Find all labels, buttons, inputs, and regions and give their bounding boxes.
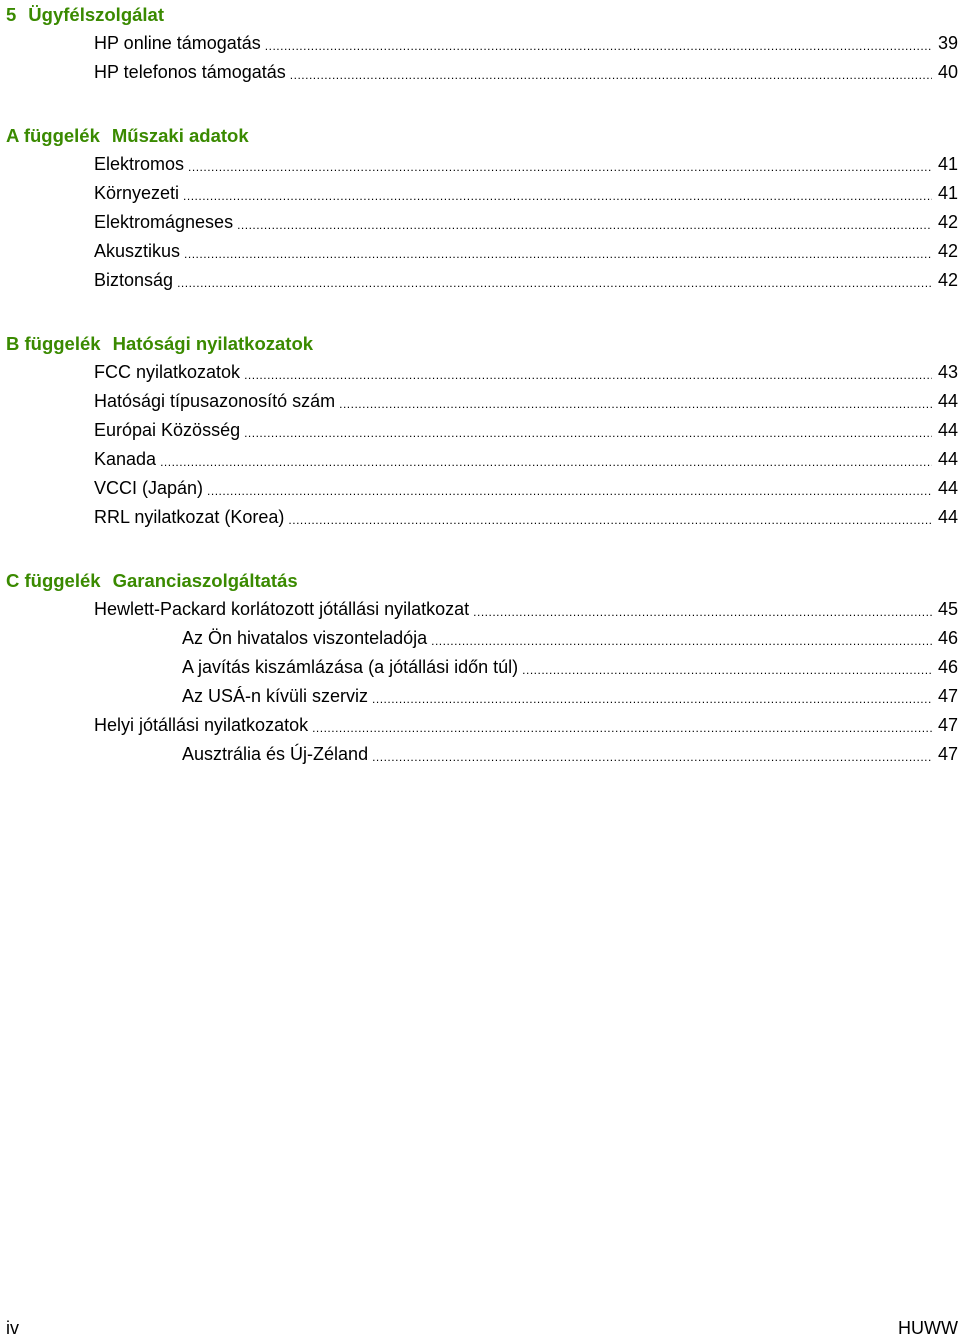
toc-entry[interactable]: [0, 58, 960, 87]
toc-entry[interactable]: [0, 266, 960, 295]
dot-leader: [290, 64, 932, 87]
toc-entry-page: 42: [937, 212, 958, 232]
toc-entry-title: Az Ön hivatalos viszonteladója: [182, 628, 428, 648]
toc-entry[interactable]: [0, 150, 960, 179]
toc-entry-page: 45: [937, 599, 958, 619]
toc-entry-page: 44: [937, 391, 958, 411]
dot-leader: [288, 509, 932, 532]
toc-section-appendix-c: [0, 566, 960, 769]
section-title: Ügyfélszolgálat: [28, 4, 164, 25]
toc-entry-page: 46: [937, 628, 958, 648]
dot-leader: [265, 35, 932, 58]
dot-leader: [160, 451, 932, 474]
toc-entry[interactable]: [0, 445, 960, 474]
dot-leader: [207, 480, 932, 503]
section-title: Garanciaszolgáltatás: [112, 570, 298, 591]
toc-entry[interactable]: [0, 740, 960, 769]
toc-section-appendix-b: [0, 329, 960, 532]
toc-entry-title: Akusztikus: [94, 241, 181, 261]
toc-entry-page: 41: [937, 183, 958, 203]
toc-entry[interactable]: [0, 595, 960, 624]
toc-entry-title: Elektromos: [94, 154, 185, 174]
dot-leader: [237, 214, 932, 237]
toc-entry-title: Kanada: [94, 449, 157, 469]
toc-section-appendix-a: [0, 121, 960, 295]
toc-entry-title: Az USÁ-n kívüli szerviz: [182, 686, 369, 706]
dot-leader: [431, 630, 932, 653]
toc-entry-page: 39: [937, 33, 958, 53]
toc-entry[interactable]: [0, 237, 960, 266]
toc-entry-title: Környezeti: [94, 183, 180, 203]
section-heading[interactable]: [0, 329, 960, 358]
section-heading[interactable]: [0, 566, 960, 595]
section-heading[interactable]: [0, 121, 960, 150]
toc-entry-page: 44: [937, 449, 958, 469]
toc-entry-page: 47: [937, 715, 958, 735]
toc-entry[interactable]: [0, 387, 960, 416]
toc-entry-title: FCC nyilatkozatok: [94, 362, 241, 382]
dot-leader: [473, 601, 932, 624]
toc-entry[interactable]: [0, 179, 960, 208]
toc-entry[interactable]: [0, 503, 960, 532]
toc-entry-page: 47: [937, 686, 958, 706]
section-label: C függelék: [6, 570, 101, 591]
section-label: B függelék: [6, 333, 101, 354]
toc-entry-page: 40: [937, 62, 958, 82]
dot-leader: [339, 393, 932, 416]
toc-entry-title: Hatósági típusazonosító szám: [94, 391, 336, 411]
dot-leader: [183, 185, 932, 208]
page-number: iv: [6, 1318, 19, 1338]
toc-entry-title: Európai Közösség: [94, 420, 241, 440]
toc-entry-page: 47: [937, 744, 958, 764]
toc-entry[interactable]: [0, 474, 960, 503]
toc-entry-title: Biztonság: [94, 270, 174, 290]
dot-leader: [312, 717, 932, 740]
toc-entry[interactable]: [0, 653, 960, 682]
toc-entry[interactable]: [0, 208, 960, 237]
section-heading[interactable]: [0, 0, 960, 29]
dot-leader: [177, 272, 932, 295]
toc-entry-page: 44: [937, 507, 958, 527]
toc-entry-title: A javítás kiszámlázása (a jótállási időn túl): [182, 657, 519, 677]
toc-entry-title: HP telefonos támogatás: [94, 62, 286, 82]
toc-entry[interactable]: [0, 416, 960, 445]
document-code: HUWW: [898, 1318, 958, 1338]
toc-entry-title: VCCI (Japán): [94, 478, 204, 498]
toc-entry-page: 42: [937, 270, 958, 290]
toc-entry[interactable]: [0, 358, 960, 387]
page-footer: [0, 1318, 960, 1340]
toc-entry-page: 44: [937, 420, 958, 440]
toc-entry-title: RRL nyilatkozat (Korea): [94, 507, 285, 527]
section-title: Műszaki adatok: [111, 125, 249, 146]
dot-leader: [244, 422, 932, 445]
dot-leader: [184, 243, 932, 266]
toc-entry-title: Hewlett-Packard korlátozott jótállási nyilatkozat: [94, 599, 470, 619]
toc-entry-title: Helyi jótállási nyilatkozatok: [94, 715, 309, 735]
toc-entry[interactable]: [0, 682, 960, 711]
toc-entry-title: Elektromágneses: [94, 212, 234, 232]
section-label: A függelék: [6, 125, 100, 146]
dot-leader: [244, 364, 932, 387]
toc-entry-page: 44: [937, 478, 958, 498]
toc-entry[interactable]: [0, 624, 960, 653]
toc-entry-page: 43: [937, 362, 958, 382]
toc-entry-title: HP online támogatás: [94, 33, 261, 53]
dot-leader: [522, 659, 932, 682]
toc-entry-title: Ausztrália és Új-Zéland: [182, 744, 369, 764]
toc-entry-page: 42: [937, 241, 958, 261]
toc-section-5: [0, 0, 960, 87]
toc-entry-page: 46: [937, 657, 958, 677]
dot-leader: [372, 746, 932, 769]
section-title: Hatósági nyilatkozatok: [112, 333, 314, 354]
toc-entry-page: 41: [937, 154, 958, 174]
dot-leader: [188, 156, 932, 179]
section-number: 5: [6, 4, 17, 25]
toc-entry[interactable]: [0, 29, 960, 58]
toc-entry[interactable]: [0, 711, 960, 740]
dot-leader: [372, 688, 932, 711]
